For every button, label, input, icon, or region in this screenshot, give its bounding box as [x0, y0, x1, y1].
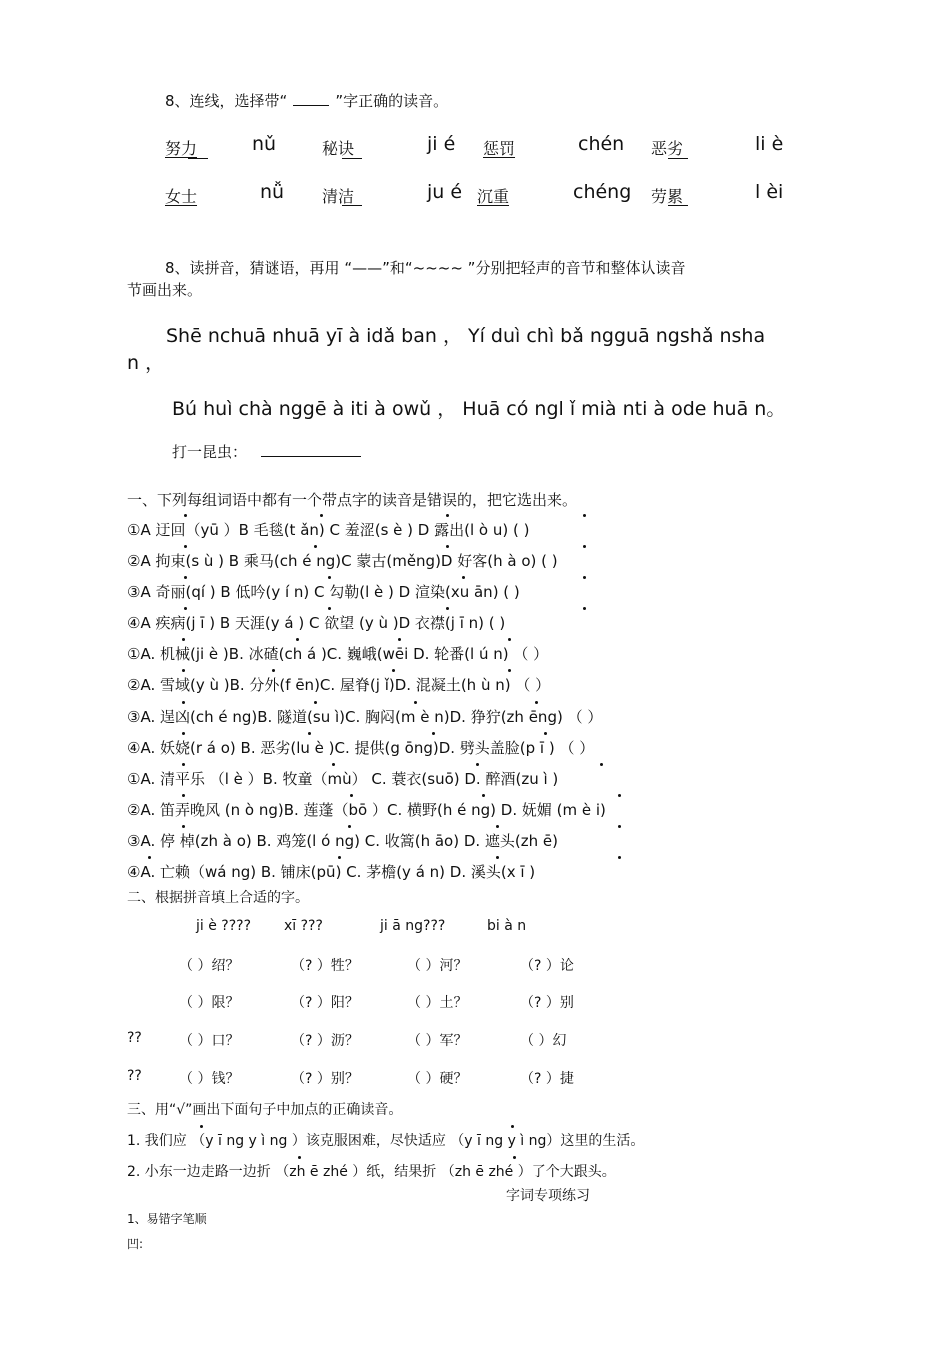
fill-cell[interactable]: （ ）钱？	[179, 1071, 240, 1087]
emphasis-dot	[332, 763, 335, 766]
emphasis-dot	[298, 1156, 301, 1159]
part1-item: ②A. 笛弄晚风 (n ò ng)B. 莲蓬（bō ）C. 横野(h é ng) D. 妩媚 (m è i)	[127, 801, 606, 819]
emphasis-dot	[328, 576, 331, 579]
emphasis-dot	[496, 825, 499, 828]
emphasis-dot	[184, 607, 187, 610]
part1-item: ④A. 妖娆(r á o) B. 恶劣(lu è )C. 提供(g ōng)D. 劈头盖脸(p ī ) （ ）	[127, 739, 595, 757]
part1-item: ③A. 停 棹(zh à o) B. 鸡笼(l ó ng) C. 收篙(h āo) D. 遮头(zh ē)	[127, 832, 559, 850]
emphasis-dot	[314, 701, 317, 704]
emphasis-dot	[200, 1125, 203, 1128]
emphasis-dot	[348, 825, 351, 828]
emphasis-dot	[618, 856, 621, 859]
emphasis-dot	[182, 638, 185, 641]
emphasis-dot	[182, 794, 185, 797]
emphasis-dot	[446, 545, 449, 548]
emphasis-dot	[308, 732, 311, 735]
word-mijue: 秘诀	[322, 139, 355, 158]
section8a-title-start: 8、连线，选择带“	[165, 92, 288, 110]
section8a-title-end: ”字正确的读音。	[335, 92, 449, 110]
pinyin-xi-header: xī ???	[284, 918, 323, 934]
emphasis-dot	[414, 701, 417, 704]
section8a-title	[165, 90, 448, 111]
title-blank	[293, 91, 329, 106]
emphasis-dot	[511, 1125, 514, 1128]
emphasis-dot	[338, 856, 341, 859]
emphasis-dot	[583, 576, 586, 579]
word-elie: 恶劣	[651, 139, 684, 158]
part1-item: ④A. 亡赖（wá ng) B. 铺床(pū) C. 茅檐(y á n) D. 溪头(x ī )	[127, 863, 536, 881]
emphasis-dot	[446, 607, 449, 610]
fill-cell[interactable]: （ ）限？	[179, 995, 240, 1011]
emphasis-dot	[513, 1156, 516, 1159]
part2-row	[127, 955, 827, 975]
emphasis-dot	[182, 732, 185, 735]
riddle-label: 打一昆虫：	[172, 443, 248, 461]
part1-item: ③A 奇丽(qí ) B 低吟(y í n) C 勾勒(l è ) D 渲染(xu ān) ( )	[127, 583, 520, 601]
emphasis-dot	[544, 732, 547, 735]
emphasis-dot	[583, 514, 586, 517]
pinyin-riddle-line1-cont: n ，	[127, 352, 165, 374]
emphasis-dot	[184, 514, 187, 517]
underline-lie	[668, 158, 688, 159]
pinyin-bian-header: bi à n	[487, 918, 527, 934]
emphasis-dot	[482, 794, 485, 797]
emphasis-dot	[583, 607, 586, 610]
part1-item: ②A 拘束(s ù ) B 乘马(ch é ng)C 蒙古(měng)D 好客(h à o) ( )	[127, 552, 558, 570]
part1-item: ①A. 机械(ji è )B. 冰碴(ch á )C. 巍峨(wēi D. 轮番(l ú n) （ ）	[127, 645, 549, 663]
emphasis-dot	[350, 794, 353, 797]
fill-cell[interactable]: （ ）口？	[179, 1033, 240, 1049]
emphasis-dot	[508, 638, 511, 641]
emphasis-dot	[476, 763, 479, 766]
fill-cell[interactable]: （ ）幻	[520, 1033, 567, 1049]
word-nushi: 女士	[165, 187, 198, 206]
emphasis-dot	[618, 825, 621, 828]
emphasis-dot	[328, 607, 331, 610]
fill-cell[interactable]: （? ）别	[520, 995, 574, 1011]
pinyin-cheng: chéng	[573, 181, 632, 203]
word-qingjie: 清洁	[322, 187, 355, 206]
emphasis-dot	[508, 669, 511, 672]
riddle-answer-blank	[261, 442, 361, 457]
pinyin-nv: nǚ	[260, 181, 285, 203]
fill-cell[interactable]: （? ）别？	[291, 1071, 359, 1087]
pinyin-jie: ji é	[427, 133, 456, 155]
emphasis-dot	[182, 763, 185, 766]
emphasis-dot	[618, 794, 621, 797]
emphasis-dot	[600, 763, 603, 766]
emphasis-dot	[496, 856, 499, 859]
fill-cell[interactable]: （ ）土？	[407, 995, 468, 1011]
emphasis-dot	[535, 701, 538, 704]
part1-title: 一、下列每组词语中都有一个带点字的读音是错误的，把它选出来。	[127, 491, 578, 509]
part2-row	[127, 1068, 827, 1088]
pinyin-jiang-header: ji ā ng???	[380, 918, 446, 934]
part3-sentence-1: 1. 我们应 （y ī ng y ì ng ）该克服困难，尽快适应 （y ī ng y ì ng）这里的生活。	[127, 1133, 645, 1149]
emphasis-dot	[314, 545, 317, 548]
part1-item: ①A 迂回（yū ）B 毛毯(t ǎn) C 羞涩(s è ) D 露出(l ò u) ( )	[127, 521, 530, 539]
riddle-answer	[172, 441, 361, 462]
word-nuli: 努力	[165, 139, 198, 158]
fill-cell[interactable]: （? ）沥？	[291, 1033, 359, 1049]
part1-item: ①A. 清平乐 （l è ）B. 牧童（mù） C. 蓑衣(suō) D. 醉酒(zu ì )	[127, 770, 559, 788]
underline-jie	[342, 205, 362, 206]
part1-item: ③A. 逞凶(ch é ng)B. 隧道(su ì)C. 胸闷(m è n)D. 狰狞(zh ēng) （ ）	[127, 708, 603, 726]
emphasis-dot	[184, 576, 187, 579]
part1-item: ④A 疾病(j ī ) B 天涯(y á ) C 欲望 (y ù )D 衣襟(j ī n) ( )	[127, 614, 506, 632]
part1-item: ②A. 雪域(y ù )B. 分外(f ēn)C. 屋脊(j ǐ)D. 混凝土(h ù n) （ ）	[127, 676, 551, 694]
section8b-title-line2: 节画出来。	[127, 281, 203, 299]
underline-jue	[342, 158, 362, 159]
emphasis-dot	[398, 638, 401, 641]
pinyin-jue: ju é	[427, 181, 463, 203]
pinyin-nu: nǔ	[252, 133, 277, 155]
underline-lei	[668, 205, 688, 206]
row-marker: ??	[127, 1030, 142, 1046]
emphasis-dot	[272, 669, 275, 672]
pinyin-riddle-line2: Bú huì chà nggē à iti à owǔ ， Huā có ngl ǐ mià nti à ode huā n。	[172, 398, 786, 420]
word-laolei: 劳累	[651, 187, 684, 206]
fill-cell[interactable]: （? ）捷	[520, 1071, 574, 1087]
part3-sentence-2: 2. 小东一边走路一边折 （zh ē zhé ）纸，结果折 （zh ē zhé ）了个大跟头。	[127, 1164, 616, 1180]
emphasis-dot	[296, 638, 299, 641]
fill-cell[interactable]: （ ）绍？	[179, 958, 240, 974]
word-chengfa: 惩罚	[483, 139, 516, 158]
fill-cell[interactable]: （? ）论	[520, 958, 574, 974]
fill-cell[interactable]: （ ）河？	[407, 958, 468, 974]
emphasis-dot	[184, 545, 187, 548]
emphasis-dot	[583, 545, 586, 548]
pinyin-jie-header: ji è ????	[196, 918, 252, 934]
emphasis-dot	[148, 856, 151, 859]
part3-title: 三、用“√”画出下面句子中加点的正确读音。	[127, 1102, 403, 1118]
footer-line-1: 1、易错字笔顺	[127, 1212, 207, 1226]
emphasis-dot	[446, 514, 449, 517]
section8b-title-line1: 8、读拼音，猜谜语，再用 “——”和“~~~~ ”分别把轻声的音节和整体认读音	[165, 259, 686, 277]
fill-cell[interactable]: （? ）阳？	[291, 995, 359, 1011]
emphasis-dot	[320, 514, 323, 517]
part2-row	[127, 992, 827, 1012]
part2-row	[127, 1030, 827, 1050]
emphasis-dot	[182, 701, 185, 704]
word-chenzhong: 沉重	[477, 187, 510, 206]
emphasis-dot	[182, 669, 185, 672]
fill-cell[interactable]: （ ）军？	[407, 1033, 468, 1049]
pinyin-lie: li è	[755, 133, 784, 155]
fill-cell[interactable]: （ ）硬？	[407, 1071, 468, 1087]
pinyin-riddle-line1: Shē nchuā nhuā yī à idǎ ban ， Yí duì chì bǎ ngguā ngshǎ nsha	[166, 325, 766, 347]
emphasis-dot	[392, 669, 395, 672]
fill-cell[interactable]: （? ）牲？	[291, 958, 359, 974]
footer-heading: 字词专项练习	[506, 1188, 590, 1204]
underline-li	[188, 158, 208, 159]
row-marker: ??	[127, 1068, 142, 1084]
part2-title: 二、根据拼音填上合适的字。	[127, 890, 309, 906]
emphasis-dot	[432, 732, 435, 735]
footer-line-2: 凹:	[127, 1237, 144, 1251]
emphasis-dot	[462, 576, 465, 579]
pinyin-lei: l èi	[755, 181, 784, 203]
emphasis-dot	[182, 825, 185, 828]
pinyin-chen: chén	[578, 133, 625, 155]
